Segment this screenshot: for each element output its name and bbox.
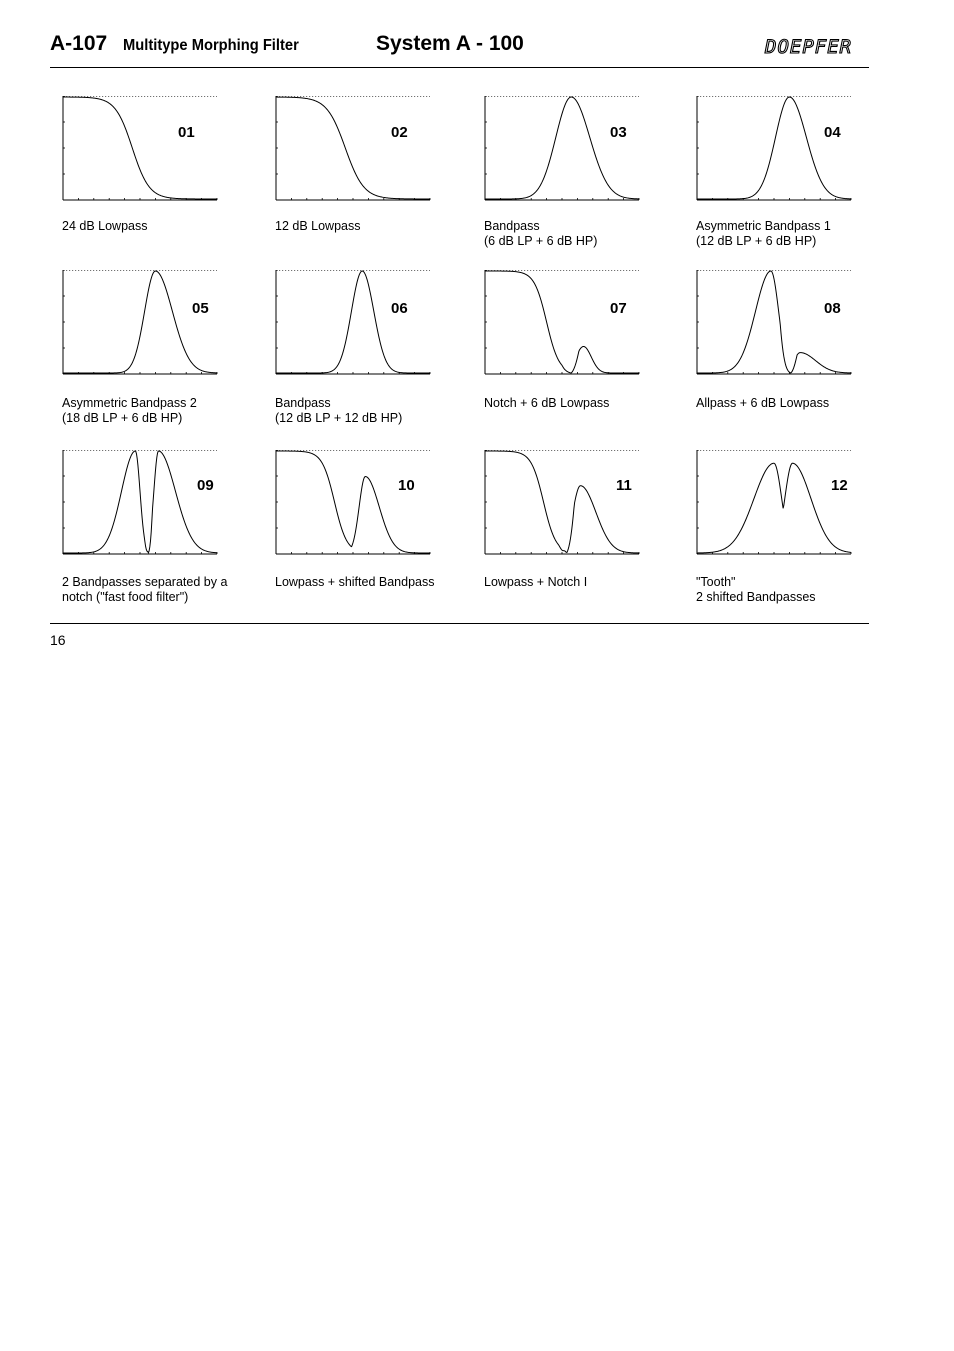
filter-cell-06 <box>275 270 455 380</box>
caption-line: notch ("fast food filter") <box>62 590 189 604</box>
response-curve <box>697 463 851 553</box>
caption-line: 2 Bandpasses separated by a <box>62 575 228 589</box>
response-curve <box>485 451 639 553</box>
response-curve <box>697 271 851 373</box>
footer-rule <box>50 623 869 624</box>
filter-response-plot <box>62 96 218 201</box>
filter-caption <box>696 575 816 605</box>
filter-cell-08 <box>696 270 876 380</box>
filter-number: 10 <box>398 477 415 494</box>
filter-response-plot <box>696 96 852 201</box>
filter-cell-05 <box>62 270 242 380</box>
response-curve <box>276 451 430 553</box>
filter-number: 06 <box>391 300 408 317</box>
caption-line: Notch + 6 dB Lowpass <box>484 396 610 410</box>
filter-cell-07 <box>484 270 664 380</box>
caption-line: 24 dB Lowpass <box>62 219 148 233</box>
system-title: System A - 100 <box>376 32 524 55</box>
caption-line: (12 dB LP + 12 dB HP) <box>275 411 403 425</box>
filter-number: 11 <box>616 477 632 494</box>
filter-response-plot <box>275 450 431 555</box>
filter-response-plot <box>275 270 431 375</box>
caption-line: (6 dB LP + 6 dB HP) <box>484 234 598 248</box>
response-curve <box>63 271 217 373</box>
caption-line: 2 shifted Bandpasses <box>696 590 816 604</box>
filter-cell-11 <box>484 450 664 560</box>
filter-caption <box>275 396 402 426</box>
response-curve <box>697 97 851 199</box>
filter-number: 05 <box>192 300 209 317</box>
caption-line: Lowpass + Notch I <box>484 575 588 589</box>
page-number: 16 <box>50 632 66 648</box>
page-header <box>50 28 869 68</box>
filter-cell-12 <box>696 450 876 560</box>
response-curve <box>63 451 217 553</box>
filter-caption <box>62 396 197 426</box>
filter-caption <box>62 575 227 605</box>
filter-caption <box>484 396 609 411</box>
filter-cell-01 <box>62 96 242 206</box>
caption-line: Asymmetric Bandpass 2 <box>62 396 197 410</box>
response-curve <box>485 271 639 373</box>
filter-number: 03 <box>610 124 627 141</box>
caption-line: 12 dB Lowpass <box>275 219 361 233</box>
filter-response-plot <box>696 450 852 555</box>
module-title: Multitype Morphing Filter <box>123 37 299 54</box>
caption-line: Allpass + 6 dB Lowpass <box>696 396 830 410</box>
filter-number: 12 <box>831 477 848 494</box>
caption-line: "Tooth" <box>696 575 736 589</box>
caption-line: Asymmetric Bandpass 1 <box>696 219 831 233</box>
filter-response-plot <box>62 450 218 555</box>
filter-response-plot <box>484 450 640 555</box>
doepfer-logo <box>763 34 863 58</box>
response-curve <box>276 97 430 199</box>
filter-response-plot <box>696 270 852 375</box>
filter-number: 02 <box>391 124 408 141</box>
header-rule <box>50 67 869 68</box>
filter-caption <box>696 219 831 249</box>
filter-cell-10 <box>275 450 455 560</box>
response-curve <box>485 97 639 199</box>
filter-cell-02 <box>275 96 455 206</box>
filter-response-plot <box>275 96 431 201</box>
svg-text:DOEPFER: DOEPFER <box>765 36 853 58</box>
filter-number: 04 <box>824 124 841 141</box>
caption-line: (12 dB LP + 6 dB HP) <box>696 234 817 248</box>
filter-response-plot <box>484 270 640 375</box>
caption-line: (18 dB LP + 6 dB HP) <box>62 411 183 425</box>
filter-response-plot <box>62 270 218 375</box>
filter-caption <box>484 575 587 590</box>
response-curve <box>276 271 430 373</box>
filter-number: 09 <box>197 477 214 494</box>
filter-caption <box>62 219 147 234</box>
model-number: A-107 <box>50 32 108 55</box>
filter-caption <box>275 575 434 590</box>
response-curve <box>63 97 217 199</box>
filter-caption <box>275 219 360 234</box>
caption-line: Bandpass <box>484 219 540 233</box>
filter-number: 08 <box>824 300 841 317</box>
filter-cell-04 <box>696 96 876 206</box>
caption-line: Bandpass <box>275 396 331 410</box>
filter-number: 01 <box>178 124 195 141</box>
caption-line: Lowpass + shifted Bandpass <box>275 575 435 589</box>
filter-caption <box>696 396 829 411</box>
filter-cell-09 <box>62 450 242 560</box>
filter-cell-03 <box>484 96 664 206</box>
filter-response-plot <box>484 96 640 201</box>
filter-caption <box>484 219 597 249</box>
filter-number: 07 <box>610 300 627 317</box>
